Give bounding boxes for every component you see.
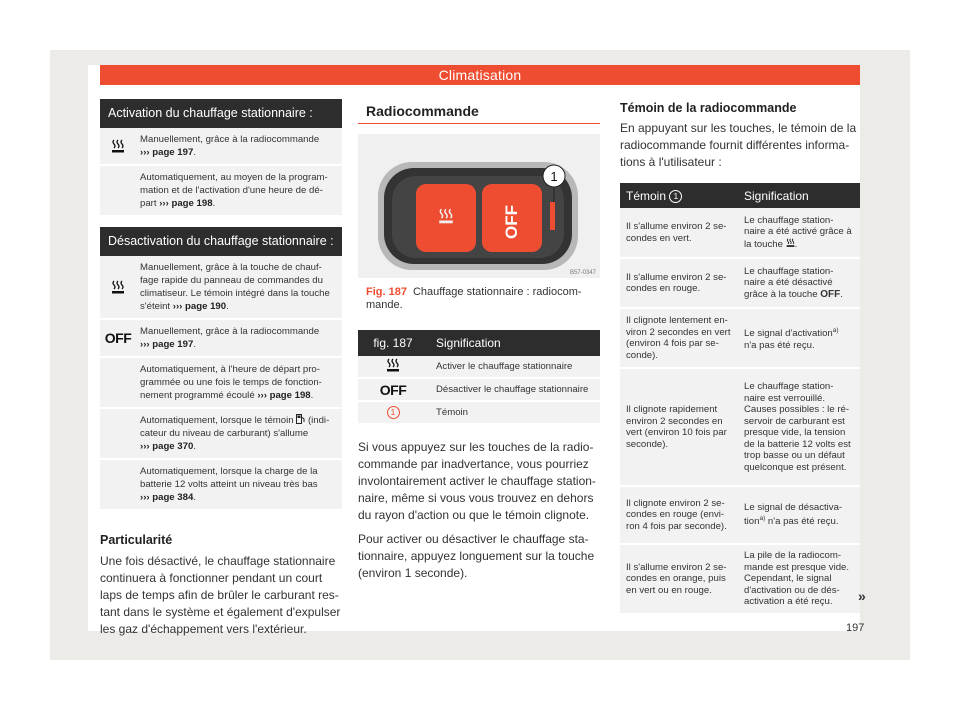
col-header-meaning: Signification bbox=[738, 183, 860, 208]
table-row: OFF Désactiver le chauffage stationnaire bbox=[358, 378, 600, 401]
col-header-fig: fig. 187 bbox=[358, 330, 428, 356]
table-row: Il s'allume environ 2 se-condes en rouge. Le chauffage station-naire a été désactivé grâce à la touche OFF. bbox=[620, 258, 860, 308]
off-button-label: OFF bbox=[502, 205, 521, 239]
section-title: Témoin de la radiocommande bbox=[620, 101, 797, 115]
deactivation-row: OFF Manuellement, grâce à la radiocommande ››› page 197. bbox=[100, 320, 342, 358]
activation-row: Manuellement, grâce à la radiocommande ››› page 197. bbox=[100, 128, 342, 166]
deactivation-row: Manuellement, grâce à la touche de chauf-fage rapide du panneau de commandes du climatiseur. Le témoin intégré dans la touche s'éteint ››› page 190. bbox=[100, 256, 342, 320]
left-column bbox=[100, 99, 342, 638]
table-row: Il clignote rapidement environ 2 secondes en vert (environ 10 fois par seconde). Le chauffage station-naire est verrouillé. Causes possibles : le ré-servoir de carburant est presque vide, la tension de la batterie 12 volts est trop basse ou un défaut quelconque est présent. bbox=[620, 368, 860, 486]
middle-column bbox=[358, 99, 600, 582]
page-number: 197 bbox=[846, 622, 865, 634]
chapter-header: Climatisation bbox=[100, 65, 860, 85]
off-icon: OFF bbox=[820, 288, 841, 300]
deactivation-row: Automatiquement, lorsque le témoin (indi-cateur du niveau de carburant) s'allume ››› page 370. bbox=[100, 409, 342, 460]
deactivation-row: Automatiquement, à l'heure de départ pro-grammée ou une fois le temps de fonction-nement programmé écoulé ››› page 198. bbox=[100, 358, 342, 409]
off-icon: OFF bbox=[379, 381, 407, 398]
heater-icon bbox=[111, 280, 125, 295]
fuel-pump-icon bbox=[296, 414, 305, 424]
activation-row: Automatiquement, au moyen de la program-mation et de l'activation d'une heure de dé-part ››› page 198. bbox=[100, 166, 342, 217]
table-row: Il clignote lentement en-viron 2 secondes en vert (environ 4 fois par se-conde). Le signal d'activation$^{a)}$ n'a pas été reçu. bbox=[620, 308, 860, 368]
remote-control-illustration bbox=[358, 134, 600, 278]
legend-table bbox=[358, 330, 600, 425]
particularity-text: Une fois désactivé, le chauffage stationnaire continuera à fonctionner pendant un court laps de temps afin de brûler le carburant res-tant dans le système et également d'expulser les gaz d'échappement vers l'extérieur. bbox=[100, 554, 341, 636]
callout-1-icon: 1 bbox=[669, 190, 682, 203]
page-link[interactable]: ››› page 370 bbox=[140, 441, 194, 452]
right-column bbox=[620, 99, 860, 615]
page-link[interactable]: ››› page 384 bbox=[140, 492, 194, 503]
heater-icon bbox=[111, 139, 125, 154]
col-header-indicator: Témoin 1 bbox=[620, 183, 738, 208]
table-row: 1 Témoin bbox=[358, 401, 600, 424]
heater-icon bbox=[786, 238, 795, 248]
indicator-table bbox=[620, 183, 860, 615]
col-header-meaning: Signification bbox=[428, 330, 600, 356]
table-row: Il s'allume environ 2 se-condes en vert. Le chauffage station-naire a été activé grâce à la touche . bbox=[620, 208, 860, 258]
callout-1-icon: 1 bbox=[387, 406, 400, 419]
figure-caption: Fig. 187 Chauffage stationnaire : radiocom-mande. bbox=[366, 286, 582, 311]
table-row: Il clignote environ 2 se-condes en rouge (envi-ron 4 fois par seconde). Le signal de désactiva-tion$^{a)}$ n'a pas été reçu. bbox=[620, 486, 860, 544]
page-link[interactable]: ››› page 198 bbox=[257, 390, 311, 401]
off-icon: OFF bbox=[104, 330, 132, 346]
figure-callout: 1 bbox=[550, 169, 558, 184]
paragraph: Si vous appuyez sur les touches de la radio-commande par inadvertance, vous pourriez involontairement activer le chauffage station-naire, même si vous vous trouvez en dehors du rayon d'action ou que le témoin clignote. bbox=[358, 440, 596, 522]
deactivation-heading: Désactivation du chauffage stationnaire : bbox=[100, 227, 342, 256]
figure-code: B57-0347 bbox=[569, 270, 596, 276]
page-link[interactable]: ››› page 197 bbox=[140, 147, 194, 158]
section-title: Radiocommande bbox=[358, 99, 600, 124]
heater-icon bbox=[386, 358, 400, 373]
table-row: Activer le chauffage stationnaire bbox=[358, 356, 600, 378]
activation-heading: Activation du chauffage stationnaire : bbox=[100, 99, 342, 128]
intro-text: En appuyant sur les touches, le témoin de la radiocommande fournit différentes informa-tions à l'utilisateur : bbox=[620, 121, 857, 169]
page-link[interactable]: ››› page 190 bbox=[172, 301, 227, 312]
page-link[interactable]: ››› page 197 bbox=[140, 339, 194, 350]
page-link[interactable]: ››› page 198 bbox=[159, 198, 213, 209]
paragraph: Pour activer ou désactiver le chauffage sta-tionnaire, appuyez longuement sur la touche (environ 1 seconde). bbox=[358, 532, 595, 580]
deactivation-row: Automatiquement, lorsque la charge de la batterie 12 volts atteint un niveau très bas ››› page 384. bbox=[100, 460, 342, 511]
particularity-heading: Particularité bbox=[100, 533, 173, 547]
table-row: Il s'allume environ 2 se-condes en orange, puis en vert ou en rouge. La pile de la radiocom-mande est presque vide. Cependant, le signal d'activation ou de dés-activation a été reçu. bbox=[620, 544, 860, 614]
remote-figure bbox=[358, 134, 600, 278]
continue-marker: » bbox=[858, 588, 866, 604]
